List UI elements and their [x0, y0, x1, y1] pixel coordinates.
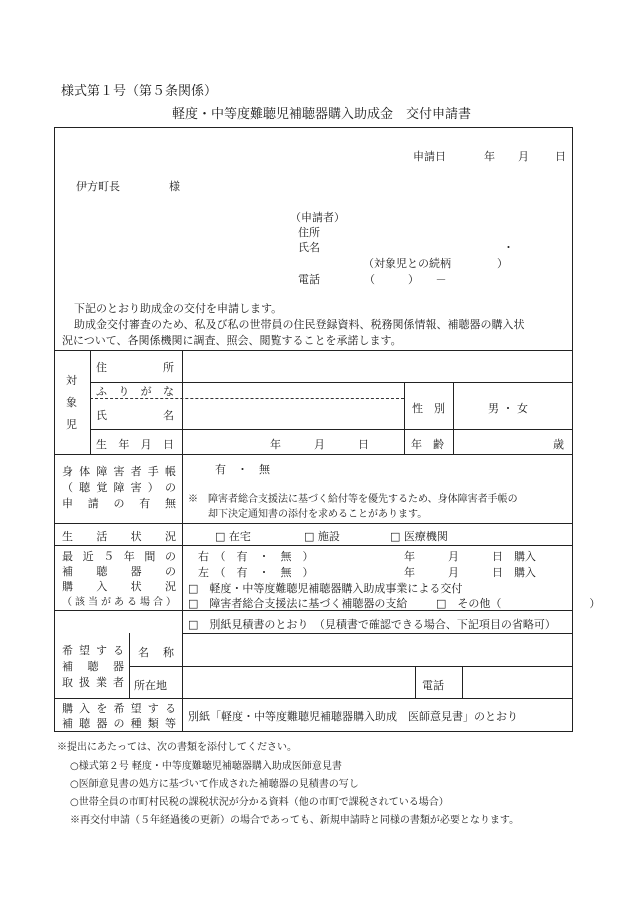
divider [404, 382, 405, 454]
living-option-facility[interactable]: □ 施設 [304, 530, 340, 543]
vendor-phone-field[interactable] [466, 669, 570, 696]
vendor-name-label: 名 称 [138, 646, 174, 659]
purchase-right-date[interactable]: 年 月 日 購入 [404, 550, 536, 563]
attachment-item: ○世帯全員の市町村民税の課税状況が分かる資料（他の市町で課税されている場合） [70, 797, 449, 808]
sex-options[interactable]: 男 ・ 女 [488, 402, 528, 415]
divider [54, 523, 573, 524]
divider [182, 523, 183, 545]
disability-cert-value[interactable]: 有 ・ 無 [215, 463, 270, 476]
divider [54, 454, 573, 455]
vendor-location-field[interactable] [186, 669, 412, 696]
intro-text: 下記のとおり助成金の交付を申請します。 [74, 302, 283, 315]
addressee-name: 伊方町長 [76, 180, 120, 193]
birthdate-format[interactable]: 年 月 日 [270, 438, 369, 451]
divider [182, 698, 183, 732]
child-name-field[interactable] [186, 400, 400, 427]
estimate-option[interactable]: □ 別紙見積書のとおり （見積書で確認できる場合、下記項目の省略可） [188, 618, 556, 631]
purchase-left-date[interactable]: 年 月 日 購入 [404, 566, 536, 579]
living-option-medical[interactable]: □ 医療機関 [390, 530, 448, 543]
application-date[interactable] [413, 148, 565, 164]
purchase-right[interactable]: 右 （ 有 ・ 無 ） [198, 550, 314, 563]
divider [129, 666, 573, 667]
hearing-aid-type-label: 購 入 を 希 望 す る 補 聴 器 の 種 類 等 [62, 702, 176, 730]
divider [453, 382, 454, 454]
divider [182, 545, 183, 610]
applicant-address-label[interactable]: 住所 [298, 226, 320, 239]
divider [54, 698, 573, 699]
divider [90, 350, 91, 454]
purchase-option-program[interactable]: □ 軽度・中等度難聴児補聴器購入助成事業による交付 [188, 582, 463, 595]
vendor-name-field[interactable] [186, 636, 570, 664]
furigana-field[interactable] [186, 384, 400, 397]
table-top-rule [54, 350, 573, 351]
application-date-month: 月 [518, 150, 529, 163]
attachments-note: ※再交付申請（５年経過後の更新）の場合であっても、新規申請時と同様の書類が必要となります。 [70, 815, 520, 826]
application-date-label: 申請日 [413, 150, 446, 163]
consent-text-2: 況について、各関係機関に調査、照会、閲覧することを承諾します。 [62, 334, 402, 347]
purchase-option-other[interactable]: □ その他（ ） [436, 597, 601, 610]
addressee-honorific: 様 [169, 180, 180, 193]
applicant-phone-label[interactable]: 電話 [298, 273, 320, 286]
disability-cert-label: 身 体 障 害 者 手 帳 （ 聴 覚 障 害 ） の 申 請 の 有 無 [62, 465, 176, 510]
application-date-year: 年 [484, 150, 495, 163]
hearing-aid-type-value: 別紙「軽度・中等度難聴児補聴器購入助成 医師意見書」のとおり [188, 710, 518, 723]
child-section-label: 対 象 児 [66, 374, 77, 431]
birthdate-label: 生 年 月 日 [96, 438, 174, 451]
child-name-label: 氏 名 [96, 409, 174, 422]
attachment-item: ○医師意見書の処方に基づいて作成された補聴器の見積書の写し [70, 779, 359, 790]
sex-label: 性 別 [412, 402, 445, 415]
divider [54, 545, 573, 546]
purchase-option-support-act[interactable]: □ 障害者総合支援法に基づく補聴器の支給 [188, 597, 408, 610]
attachments-heading: ※提出にあたっては、次の書類を添付してください。 [57, 742, 297, 753]
seal-mark: ・ [503, 241, 514, 254]
furigana-label: ふ り が な [96, 385, 174, 398]
vendor-location-label: 所在地 [134, 679, 167, 692]
child-address-field[interactable] [186, 352, 570, 380]
divider [90, 429, 573, 430]
vendor-phone-label: 電話 [422, 679, 444, 692]
relation-label[interactable]: （対象児との続柄 [363, 257, 451, 270]
disability-note-2: 却下決定通知書の添付を求めることがあります。 [208, 509, 428, 520]
divider [415, 666, 416, 698]
form-title: 軽度・中等度難聴児補聴器購入助成金 交付申請書 [172, 107, 472, 122]
age-label: 年 齢 [411, 438, 444, 451]
applicant-name-label[interactable]: 氏名 [298, 241, 320, 254]
applicant-heading: （申請者） [290, 211, 345, 224]
purchase-left[interactable]: 左 （ 有 ・ 無 ） [198, 566, 314, 579]
divider [182, 610, 183, 698]
living-option-home[interactable]: □ 在宅 [215, 530, 251, 543]
form-number: 様式第１号（第５条関係） [61, 84, 218, 99]
attachment-item: ○様式第２号 軽度・中等度難聴児補聴器購入助成医師意見書 [70, 761, 342, 772]
vendor-label: 希 望 す る 補 聴 器 取 扱 業 者 [62, 644, 124, 689]
living-label: 生 活 状 況 [62, 530, 176, 543]
age-unit[interactable]: 歳 [553, 438, 564, 451]
relation-close: ） [497, 257, 508, 270]
divider [182, 350, 183, 454]
application-date-day: 日 [555, 150, 566, 163]
divider [182, 633, 573, 634]
divider [462, 666, 463, 698]
child-address-label: 住 所 [96, 361, 174, 374]
consent-text-1: 助成金交付審査のため、私及び私の世帯員の住民登録資料、税務関係情報、補聴器の購入状 [74, 318, 525, 331]
purchase-history-label: 最 近 ５ 年 間 の 補 聴 器 の 購 入 状 況 （ 該 当 が あ る 場 合 ） [62, 550, 176, 608]
disability-note-1: ※ 障害者総合支援法に基づく給付等を優先するため、身体障害者手帳の [188, 494, 518, 505]
applicant-phone-format: （ ） － [364, 273, 447, 286]
divider [182, 454, 183, 523]
